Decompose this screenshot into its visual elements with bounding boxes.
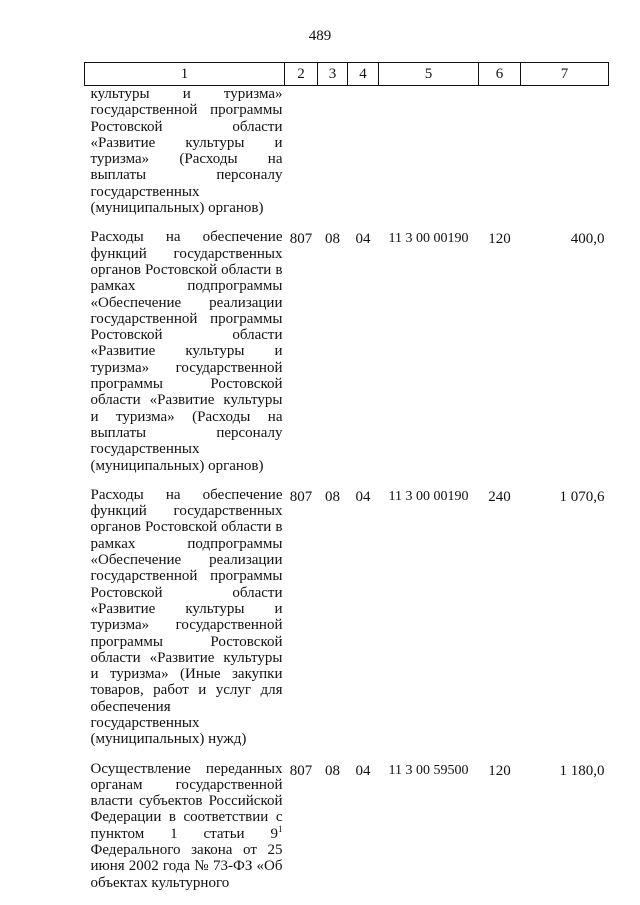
budget-table <box>84 62 609 891</box>
row-pr: 04 <box>355 488 371 505</box>
row-pr: 04 <box>355 231 371 248</box>
row-rz: 08 <box>325 762 340 779</box>
row-rz <box>318 86 348 229</box>
table-row <box>85 486 609 760</box>
row-rz: 08 <box>325 231 340 248</box>
row-description: Расходы на обеспечение функций государственных органов Ростовской области в рамках подпрограммы «Обеспечение реализации государственной программы Ростовской области «Развитие культуры и туризма» государственной программы Ростовской области «Развитие культуры и туризма» (Иные закупки товаров, работ и услуг для обеспечения государственных (муниципальных) нужд) <box>90 486 283 748</box>
row-csr: 11 3 00 59500 <box>388 762 469 778</box>
row-vr: 120 <box>488 231 511 248</box>
row-vr: 240 <box>488 488 511 505</box>
row-description: культуры и туризма» государственной программы Ростовской области «Развитие культуры и туризма» (Расходы на выплаты персоналу государственных (муниципальных) органов) <box>90 86 283 217</box>
row-csr: 11 3 00 00190 <box>388 231 469 247</box>
header-row <box>85 63 609 86</box>
table-row <box>85 86 609 229</box>
footnote-marker: 1 <box>278 823 283 834</box>
header-col-7: 7 <box>521 63 609 86</box>
row-ved: 807 <box>289 488 313 505</box>
row-ved: 807 <box>289 231 313 248</box>
row-rz: 08 <box>325 488 340 505</box>
row-vr <box>479 86 521 229</box>
table-row <box>85 228 609 485</box>
header-col-2: 2 <box>285 63 318 86</box>
page-number: 489 <box>308 28 332 44</box>
row-description-text-cont: Федерального закона от 25 июня 2002 года № 73-ФЗ «Об объектах культурного <box>90 842 283 891</box>
row-amount: 1 070,6 <box>559 488 605 505</box>
row-vr: 120 <box>488 762 511 779</box>
row-amount: 400,0 <box>570 231 605 248</box>
row-amount <box>521 86 609 229</box>
header-col-4: 4 <box>348 63 379 86</box>
header-col-6: 6 <box>479 63 521 86</box>
row-description-text: Осуществление переданных органам государственной власти субъектов Российской Федерации в соответствии с пунктом 1 статьи 9 <box>90 760 283 842</box>
row-pr: 04 <box>355 762 371 779</box>
table-row <box>85 760 609 891</box>
header-col-1: 1 <box>85 63 285 86</box>
row-pr <box>348 86 379 229</box>
row-ved <box>285 86 318 229</box>
row-ved: 807 <box>289 762 313 779</box>
table-header <box>85 63 609 86</box>
header-col-5: 5 <box>379 63 479 86</box>
row-amount: 1 180,0 <box>559 762 605 779</box>
row-csr <box>379 86 479 229</box>
row-csr: 11 3 00 00190 <box>388 488 469 504</box>
row-description <box>85 760 285 891</box>
header-col-3: 3 <box>318 63 348 86</box>
row-description: Расходы на обеспечение функций государственных органов Ростовской области в рамках подпрограммы «Обеспечение реализации государственной программы Ростовской области «Развитие культуры и туризма» государственной программы Ростовской области «Развитие культуры и туризма» (Расходы на выплаты персоналу государственных (муниципальных) органов) <box>90 229 283 474</box>
